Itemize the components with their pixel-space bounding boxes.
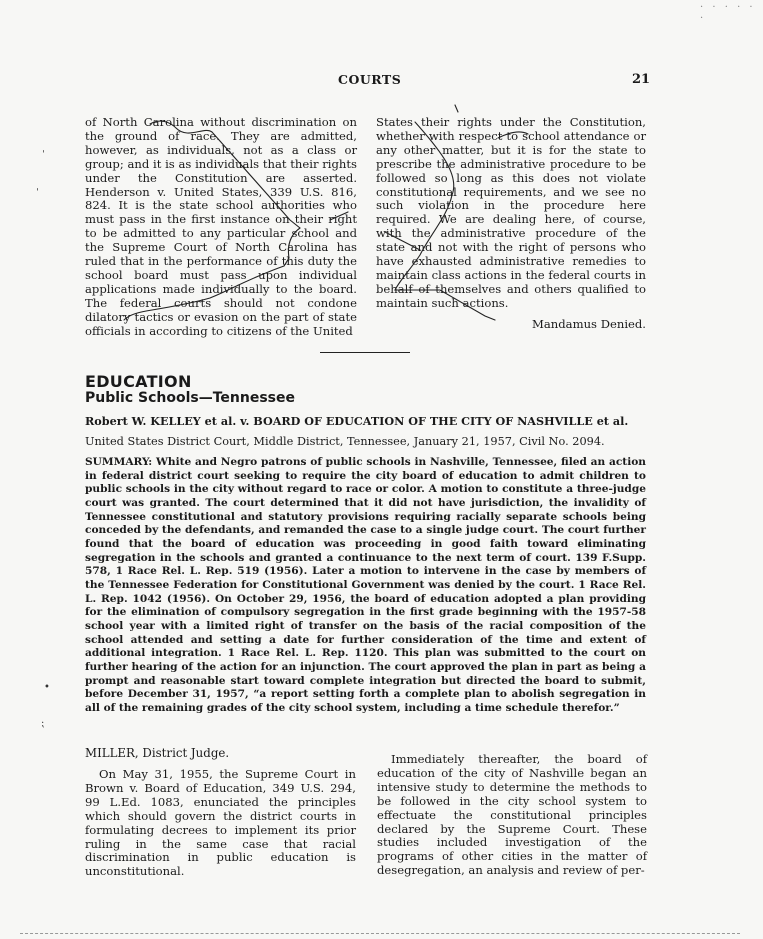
top-right-column xyxy=(376,116,646,332)
opinion-left-column xyxy=(85,768,356,879)
disposition: Mandamus Denied. xyxy=(532,316,646,331)
opinion-left-paragraph: On May 31, 1955, the Supreme Court in Brown v. Board of Education, 349 U.S. 294, 99 L.Ed. 1083, enunciated the principles which should govern the district courts in formulating decrees to implement its prior ruling in the same case that racial discrimination in public education is unconstitutional. xyxy=(85,767,356,879)
top-left-column xyxy=(85,116,357,339)
margin-mark: ˌ xyxy=(36,181,39,192)
scan-edge xyxy=(20,933,740,934)
case-title: Robert W. KELLEY et al. v. BOARD OF EDUCATION OF THE CITY OF NASHVILLE et al. xyxy=(85,414,629,428)
section-subtitle: Public Schools—Tennessee xyxy=(85,390,296,406)
running-header: COURTS xyxy=(338,72,402,87)
opinion-right-paragraph: Immediately thereafter, the board of education of the city of Nashville began an intensive study to determine the methods to be followed in the city school system to effectuate the constitutional principles declared by the Supreme Court. These studies included investigation of the programs of other cities in the matter of desegregation, an analysis and review of per- xyxy=(377,752,647,878)
court-line: United States District Court, Middle District, Tennessee, January 21, 1957, Civil No. 2094. xyxy=(85,435,605,448)
margin-mark: • xyxy=(44,682,50,693)
margin-mark: ⁏ xyxy=(41,718,45,729)
judge-line: MILLER, District Judge. xyxy=(85,746,230,760)
section-divider xyxy=(320,352,410,353)
opinion-right-column xyxy=(377,753,647,878)
margin-mark: ˈ xyxy=(42,150,45,161)
top-left-paragraph: of North Carolina without discrimination on the ground of race. They are admitted, however, as individuals, not as a class or group; and it is as individuals that their rights under the Constitution are asserted. Henderson v. United States, 339 U.S. 816, 824. It is the state school authorities who must pass in the first instance on their right to be admitted to any particular school and the Supreme Court of North Carolina has ruled that in the performance of this duty the school board must pass upon individual applications made individually to the board. The federal courts should not condone dilatory tactics or evasion on the part of state officials in according to citizens of the United xyxy=(85,115,357,338)
section-title: EDUCATION xyxy=(85,372,192,391)
case-summary: SUMMARY: White and Negro patrons of public schools in Nashville, Tennessee, filed an action in federal district court seeking to require the city board of education to admit children to public schools in the city without regard to race or color. A motion to constitute a three-judge court was granted. The court determined that it did not have jurisdiction, the invalidity of Tennessee constitutional and statutory provisions requiring racially separate schools being conceded by the defendants, and remanded the case to a single judge court. The court further found that the board of education was proceeding in good faith toward eliminating segregation in the schools and granted a continuance to the next term of court. 139 F.Supp. 578, 1 Race Rel. L. Rep. 519 (1956). Later a motion to intervene in the case by members of the Tennessee Federation for Constitutional Government was denied by the court. 1 Race Rel. L. Rep. 1042 (1956). On October 29, 1956, the board of education adopted a plan providing for the elimination of compulsory segregation in the first grade beginning with the 1957-58 school year with a limited right of transfer on the basis of the racial composition of the school attended and setting a date for further consideration of the time and extent of additional integration. 1 Race Rel. L. Rep. 1120. This plan was submitted to the court on further hearing of the action for an injunction. The court approved the plan in part as being a prompt and reasonable start toward complete integration but directed the board to submit, before December 31, 1957, “a report setting forth a complete plan to abolish segregation in all of the remaining grades of the city school system, including a time schedule therefor.” xyxy=(85,456,646,714)
page-number: 21 xyxy=(632,72,651,87)
top-right-paragraph: States their rights under the Constitution, whether with respect to school attendance or any other matter, but it is for the state to prescribe the administrative procedure to be followed so long as this does not violate constitutional requirements, and we see no such violation in the procedure here required. We are dealing here, of course, with the administrative procedure of the state and not with the right of persons who have exhausted administrative remedies to maintain class actions in the federal courts in behalf of themselves and others qualified to maintain such actions. xyxy=(376,115,646,310)
scan-artifact: · · · · · · xyxy=(700,2,756,24)
